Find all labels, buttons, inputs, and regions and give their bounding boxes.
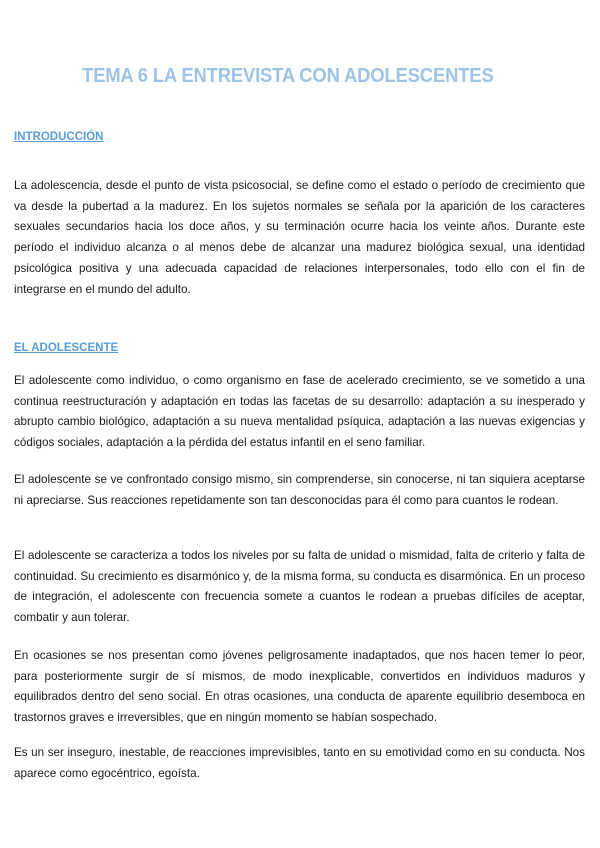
paragraph: La adolescencia, desde el punto de vista psicosocial, se define como el estado o período de crecimiento que va desde la pubertad a la madurez. En los sujetos normales se señala por la aparición de los caracteres sexuales secundarios hacia los doce años, y su terminación ocurre hacia los veinte años. Durante este período el individuo alcanza o al menos debe de alcanzar una madurez biológica sexual, una identidad psicológica positiva y una adecuada capacidad de relaciones interpersonales, todo ello con el fin de integrarse en el mundo del adulto. (14, 179, 585, 296)
section-heading-introduccion: INTRODUCCIÓN (14, 131, 104, 143)
paragraph: El adolescente como individuo, o como organismo en fase de acelerado crecimiento, se ve sometido a una continua reestructuración y adaptación en todas las facetas de su desarrollo: adaptación a su inesperado y abrupto cambio biológico, adaptación a su nueva mentalidad psíquica, adaptación a las nuevas exigencias y códigos sociales, adaptación a la pérdida del estatus infantil en el seno familiar. (14, 374, 585, 450)
document-title: TEMA 6 LA ENTREVISTA CON ADOLESCENTES (82, 64, 494, 87)
section-heading-adolescente: EL ADOLESCENTE (14, 342, 119, 354)
paragraph: En ocasiones se nos presentan como jóvenes peligrosamente inadaptados, que nos hacen temer lo peor, para posteriormente surgir de sí mismos, de modo inexplicable, convertidos en individuos maduros y equilibrados dentro del seno social. En otras ocasiones, una conducta de aparente equilibrio desemboca en trastornos graves e irreversibles, que en ningún momento se habían sospechado. (14, 649, 585, 725)
paragraph: El adolescente se caracteriza a todos los niveles por su falta de unidad o mismidad, falta de criterio y falta de continuidad. Su crecimiento es disarmónico y, de la misma forma, su conducta es disarmónica. En un proceso de integración, el adolescente con frecuencia somete a cuantos le rodean a pruebas difíciles de aceptar, combatir y aun tolerar. (14, 549, 585, 625)
paragraph: El adolescente se ve confrontado consigo mismo, sin comprenderse, sin conocerse, ni tan siquiera aceptarse ni apreciarse. Sus reacciones repetidamente son tan desconocidas para él como para cuantos le rodean. (14, 473, 585, 507)
paragraph: Es un ser inseguro, inestable, de reacciones imprevisibles, tanto en su emotividad como en su conducta. Nos aparece como egocéntrico, egoísta. (14, 746, 585, 780)
